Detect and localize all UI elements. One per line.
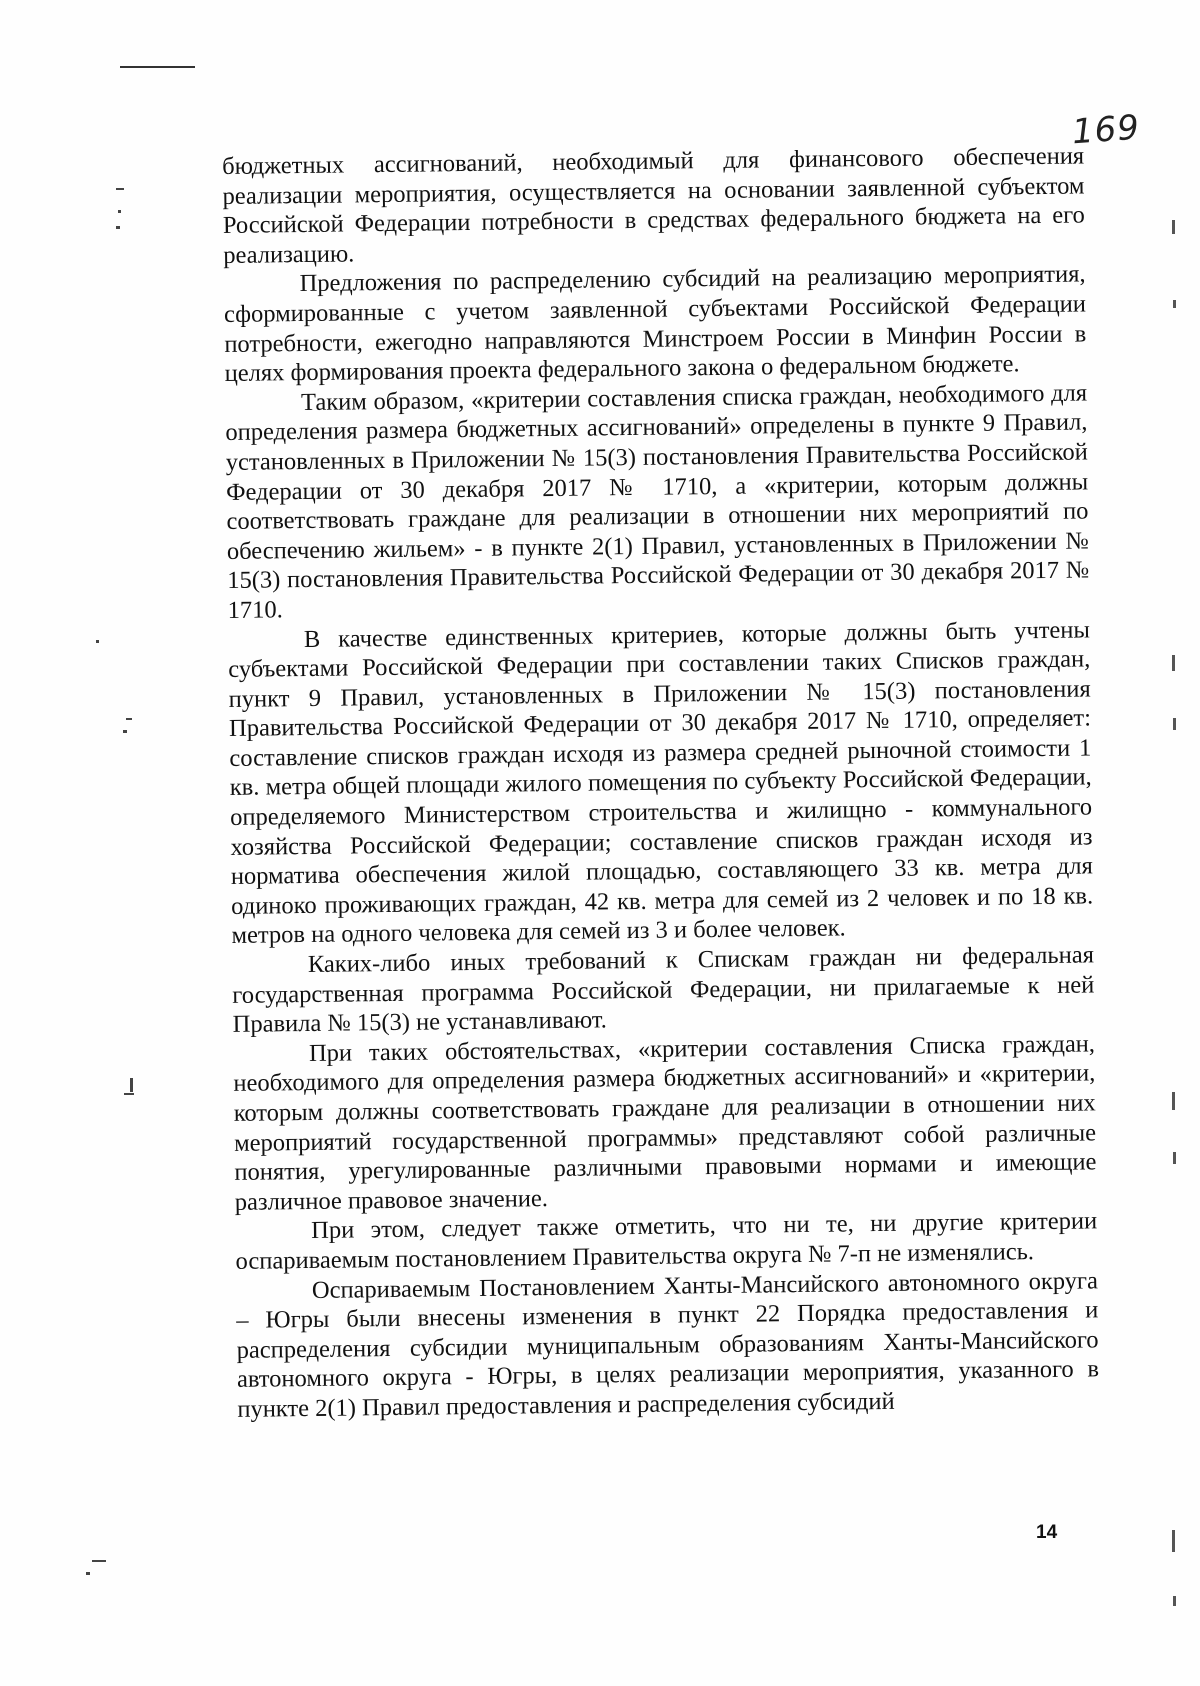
paragraph: бюджетных ассигнований, необходимый для финансового обеспечения реализации мероприятия, осуществляется на основании заявленной субъектом Российской Федерации потребности в средствах федерального бюджета на его реализацию. [222,142,1086,269]
paragraph: Таким образом, «критерии составления списка граждан, необходимого для определения размера бюджетных ассигнований» определены в пункте 9 Правил, установленных в Приложении № 15(3) постановления Правительства Российской Федерации от 30 декабря 2017 № 1710, а «критерии, которым должны соответствовать граждане для реализации в отношении них мероприятий по обеспечению жильем» - в пункте 2(1) Правил, установленных в Приложении № 15(3) постановления Правительства Российской Федерации от 30 декабря 2017 № 1710. [225,379,1090,624]
paragraph: При таких обстоятельствах, «критерии составления Списка граждан, необходимого для определения размера бюджетных ассигнований» и «критерии, которым должны соответствовать граждане для реализации в отношении них мероприятий государственной программы» представляют собой различные понятия, урегулированные различными правовыми нормами и имеющие различное правовое значение. [233,1030,1097,1216]
page-number: 14 [1036,1522,1058,1543]
scan-artifact-line [120,66,195,68]
paragraph: Предложения по распределению субсидий на реализацию мероприятия, сформированные с учетом заявленной субъектами Российской Федерации потребности, ежегодно направляются Минстроем России в Минфин России в целях формирования проекта федерального закона о федеральном бюджете. [223,260,1087,388]
paragraph: В качестве единственных критериев, которые должны быть учтены субъектами Российской Федерации при составлении таких Списков граждан, пункт 9 Правил, установленных в Приложении № 15(3) постановления Правительства Российской Федерации от 30 декабря 2017 № 1710, определяет: составление списков граждан исходя из размера средней рыночной стоимости 1 кв. метра общей площади жилого помещения по субъекту Российской Федерации, определяемого Министерством строительства и жилищно - коммунального хозяйства Российской Федерации; составление списков граждан исходя из норматива обеспечения жилой площадью, составляющего 33 кв. метра для одиноко проживающих граждан, 42 кв. метра для семей из 2 человек и по 18 кв. метров на одного человека для семей из 3 и более человек. [228,615,1094,950]
handwritten-folio-number: 169 [1070,107,1142,153]
paragraph: При этом, следует также отметить, что ни те, ни другие критерии оспариваемым постановлением Правительства округа № 7-п не изменялись. [235,1207,1098,1275]
document-body [222,141,1099,1424]
paragraph: Оспариваемым Постановлением Ханты-Мансийского автономного округа – Югры были внесены изменения в пункт 22 Порядка предоставления и распределения субсидии муниципальным образованиям Ханты-Мансийского автономного округа - Югры, в целях реализации мероприятия, указанного в пункте 2(1) Правил предоставления и распределения субсидий [236,1266,1100,1423]
paragraph: Каких-либо иных требований к Спискам граждан ни федеральная государственная программа Российской Федерации, ни прилагаемые к ней Правила № 15(3) не устанавливают. [232,941,1095,1039]
